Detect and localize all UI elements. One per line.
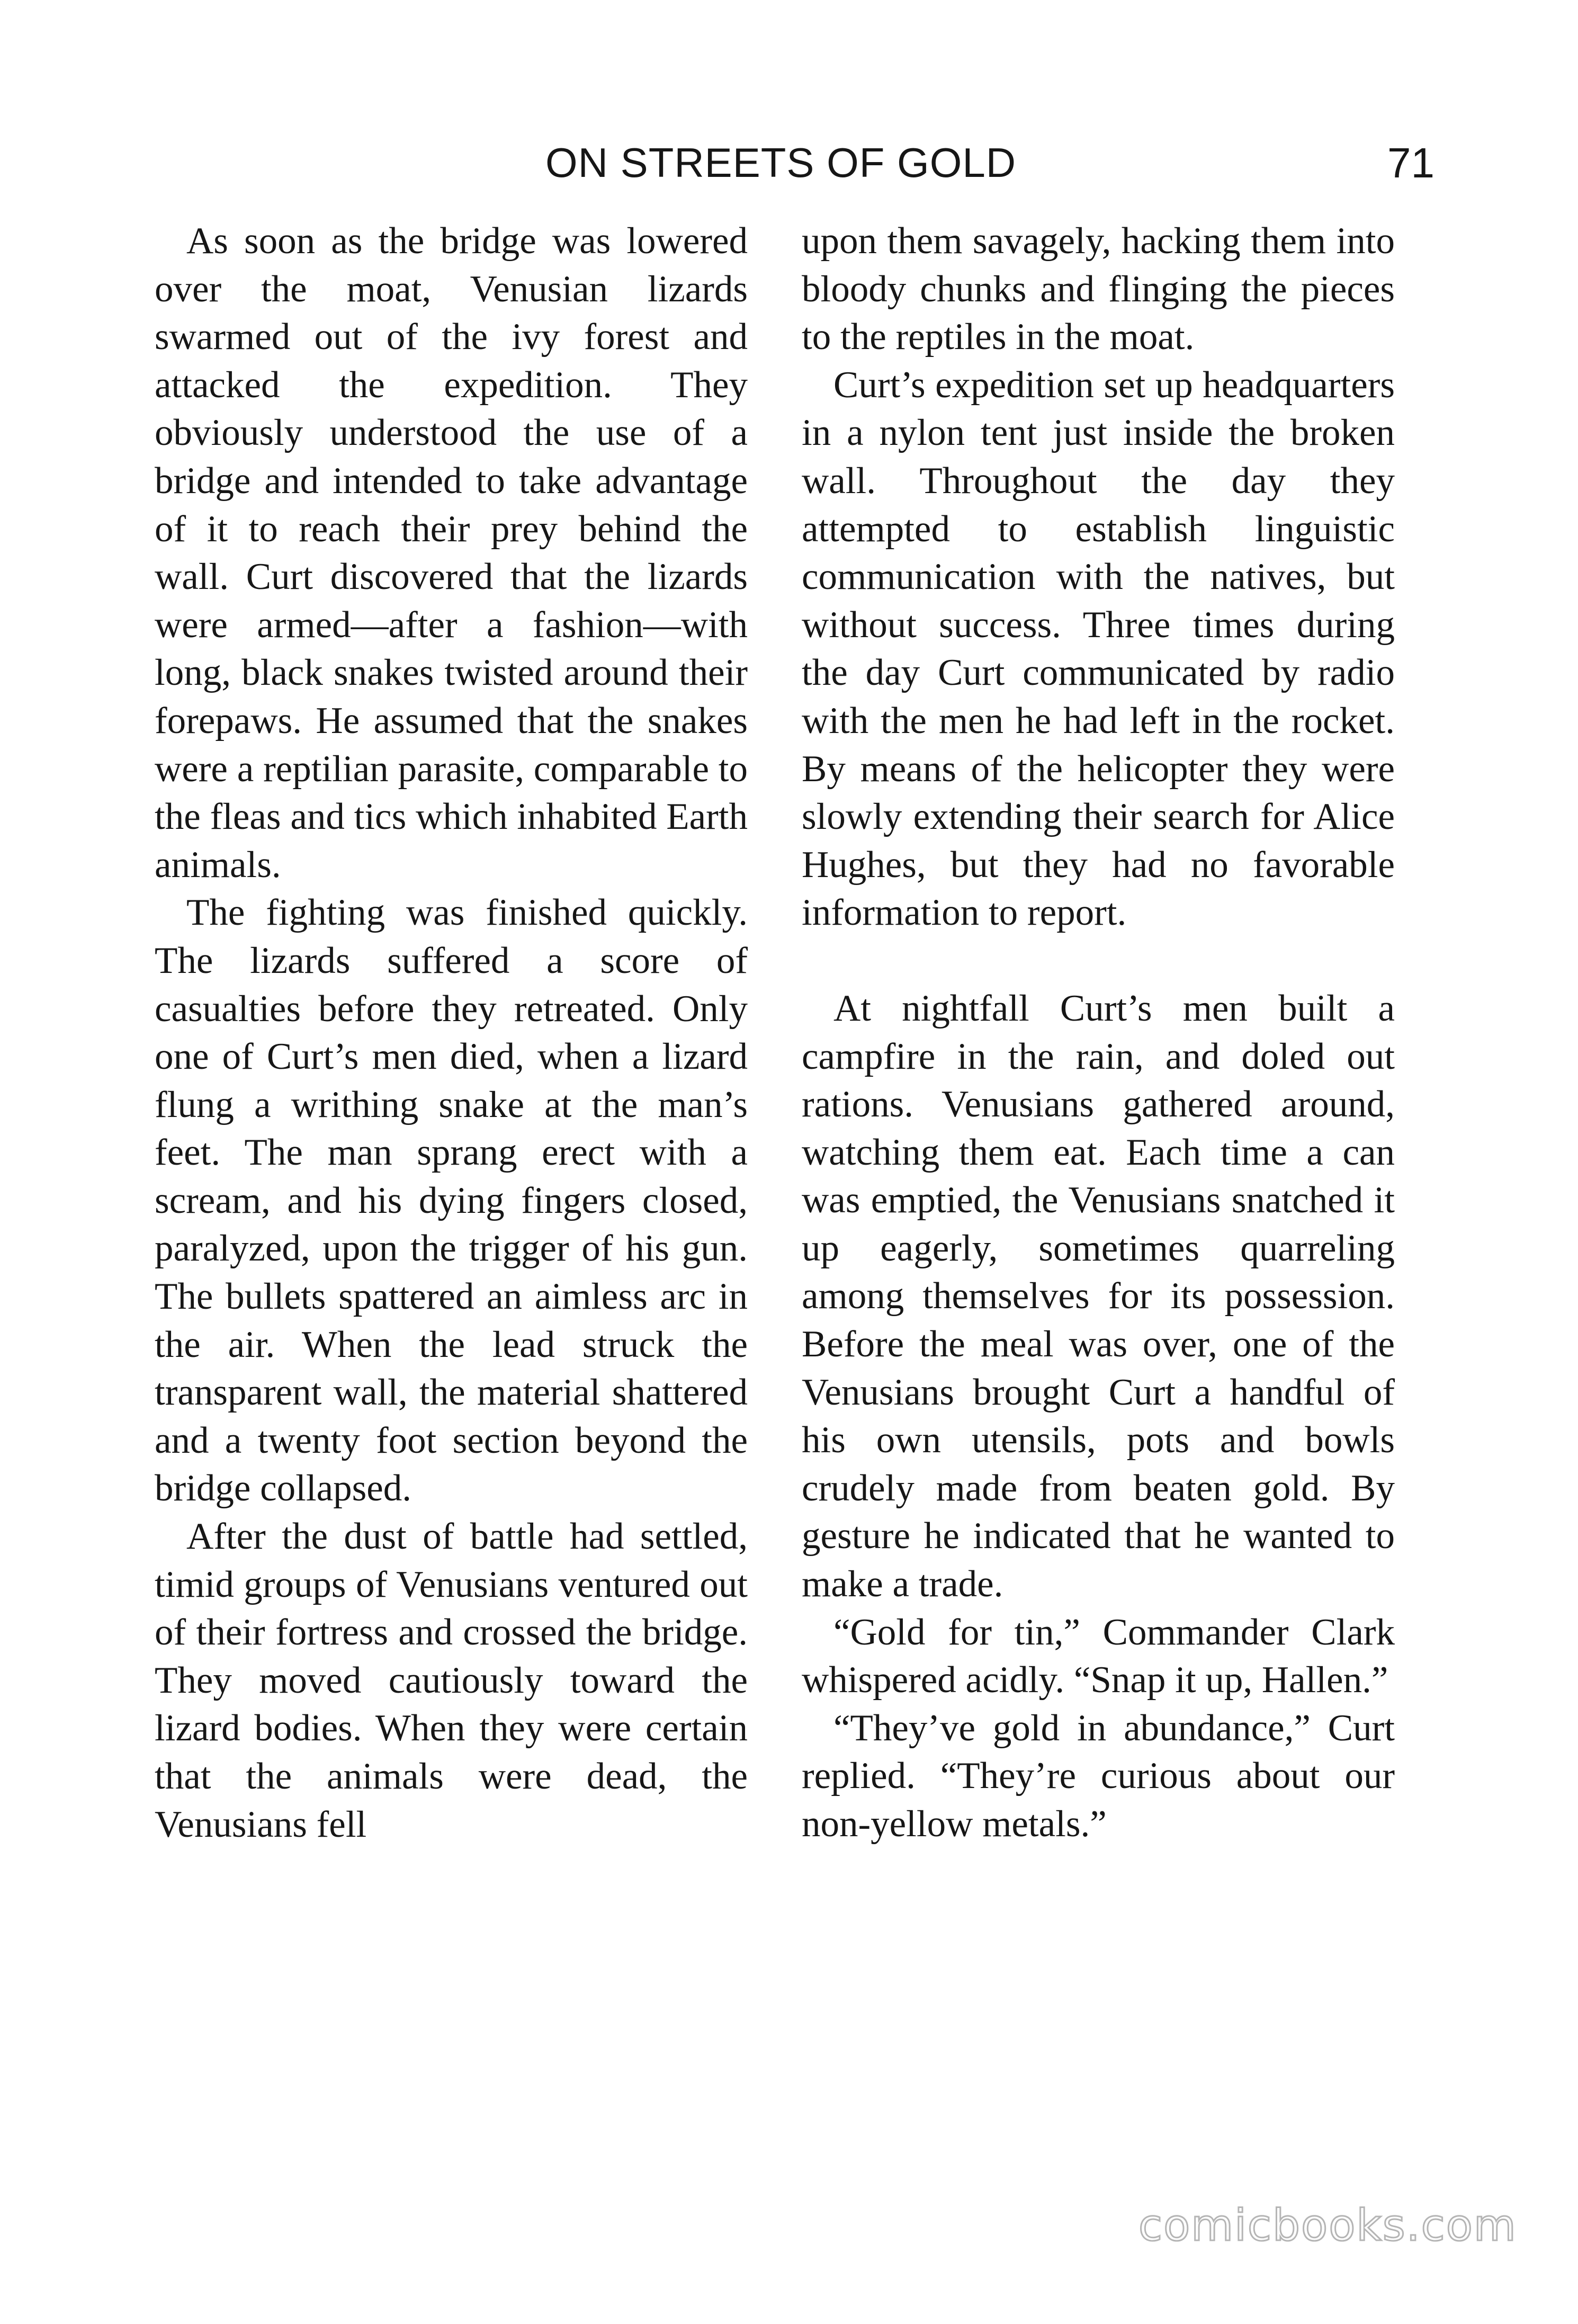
paragraph-continued: upon them savagely, hacking them into bloody chunks and flinging the pieces to the reptiles in the moat. (802, 220, 1395, 358)
paragraph: “They’ve gold in abundance,” Curt replied. “They’re curious about our non-yellow metals.” (802, 1707, 1395, 1845)
left-column (155, 217, 748, 1848)
paragraph: As soon as the bridge was lowered over the moat, Venusian lizards swarmed out of the ivy forest and attacked the expedition. They obviously understood the use of a bridge and intended to take advantage of it to reach their prey behind the wall. Curt discovered that the lizards were armed—after a fashion—with long, black snakes twisted around their forepaws. He assumed that the snakes were a reptilian parasite, comparable to the fleas and tics which inhabited Earth animals. (155, 220, 748, 886)
paragraph: Curt’s expedition set up headquarters in a nylon tent just inside the broken wall. Throughout the day they attempted to establish linguistic communication with the natives, but without success. Three times during the day Curt communicated by radio with the men he had left in the rocket. By means of the helicopter they were slowly extending their search for Alice Hughes, but they had no favorable information to report. (802, 364, 1395, 934)
watermark: comicbooks.com (1138, 2201, 1517, 2251)
paragraph: “Gold for tin,” Commander Clark whispered acidly. “Snap it up, Hallen.” (802, 1611, 1395, 1701)
paragraph: At nightfall Curt’s men built a campfire in the rain, and doled out rations. Venusians gathered around, watching them eat. Each time a can was emptied, the Venusians snatched it up eagerly, sometimes quarreling among themselves for its possession. Before the meal was over, one of the Venusians brought Curt a handful of his own utensils, pots and bowls crudely made from beaten gold. By gesture he indicated that he wanted to make a trade. (802, 987, 1395, 1605)
paragraph: The fighting was finished quickly. The lizards suffered a score of casualties before they retreated. Only one of Curt’s men died, when a lizard flung a writhing snake at the man’s feet. The man sprang erect with a scream, and his dying fingers closed, paralyzed, upon the trigger of his gun. The bullets spattered an aimless arc in the air. When the lead struck the transparent wall, the material shattered and a twenty foot section beyond the bridge collapsed. (155, 892, 748, 1509)
right-column (802, 217, 1395, 1848)
paragraph: After the dust of battle had settled, timid groups of Venusians ventured out of their fortress and crossed the bridge. They moved cautiously toward the lizard bodies. When they were certain that the animals were dead, the Venusians fell (155, 1516, 748, 1845)
running-title: ON STREETS OF GOLD (545, 139, 1017, 186)
page-number: 71 (1387, 139, 1434, 186)
